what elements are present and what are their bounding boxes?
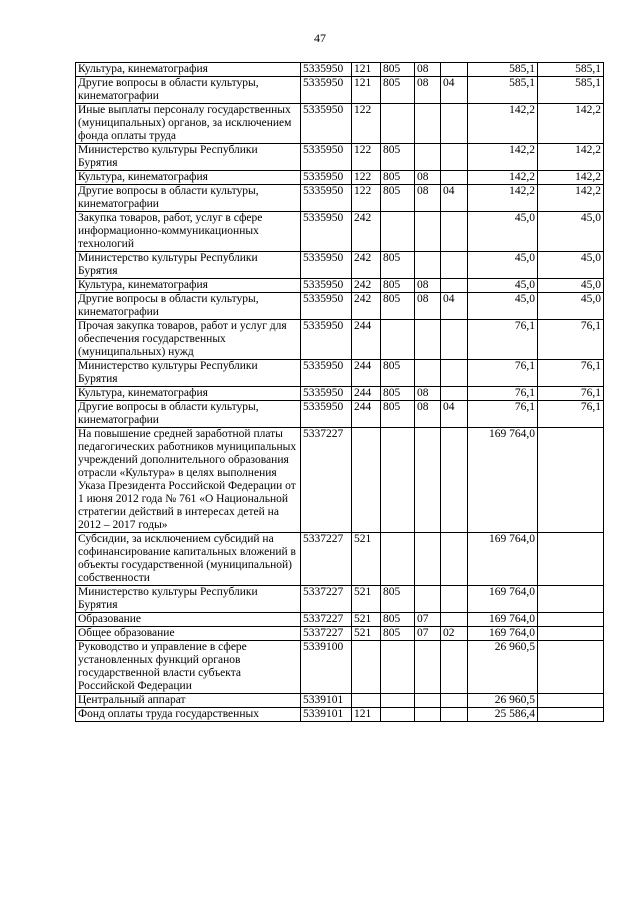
row-subsection xyxy=(441,212,468,252)
row-name: Другие вопросы в области культуры, кинематографии xyxy=(76,293,301,320)
row-section xyxy=(415,586,441,613)
row-ministry-code: 805 xyxy=(381,586,415,613)
table-row xyxy=(76,533,604,586)
row-expense-type: 242 xyxy=(352,212,381,252)
row-expense-type xyxy=(352,428,381,533)
table-row xyxy=(76,63,604,77)
row-target-code: 5335950 xyxy=(301,77,352,104)
row-section: 07 xyxy=(415,627,441,641)
row-expense-type: 242 xyxy=(352,279,381,293)
table-row xyxy=(76,613,604,627)
table-row xyxy=(76,185,604,212)
row-name: На повышение средней заработной платы педагогических работников муниципальных учреждений дополнительного образования отрасли «Культура» в целях выполнения Указа Президента Российской Федерации от 1 июня 2012 года № 761 «О Национальной стратегии действий в интересах детей на 2012 – 2017 годы» xyxy=(76,428,301,533)
row-target-code: 5337227 xyxy=(301,533,352,586)
row-section xyxy=(415,360,441,387)
row-name: Другие вопросы в области культуры, кинематографии xyxy=(76,77,301,104)
row-subsection xyxy=(441,641,468,694)
row-subsection xyxy=(441,708,468,722)
row-target-code: 5335950 xyxy=(301,320,352,360)
row-subsection xyxy=(441,252,468,279)
row-name: Закупка товаров, работ, услуг в сфере информационно-коммуникационных технологий xyxy=(76,212,301,252)
row-target-code: 5339101 xyxy=(301,708,352,722)
row-expense-type: 521 xyxy=(352,533,381,586)
table-row xyxy=(76,627,604,641)
row-target-code: 5335950 xyxy=(301,252,352,279)
row-section: 08 xyxy=(415,387,441,401)
row-section xyxy=(415,694,441,708)
row-amount-2: 45,0 xyxy=(538,279,604,293)
row-target-code: 5337227 xyxy=(301,428,352,533)
row-subsection: 02 xyxy=(441,627,468,641)
row-section: 07 xyxy=(415,613,441,627)
table-row xyxy=(76,708,604,722)
row-section: 08 xyxy=(415,401,441,428)
row-amount-2: 142,2 xyxy=(538,104,604,144)
row-subsection xyxy=(441,428,468,533)
row-name: Другие вопросы в области культуры, кинематографии xyxy=(76,185,301,212)
row-amount-1: 45,0 xyxy=(468,212,538,252)
row-amount-1: 585,1 xyxy=(468,63,538,77)
row-ministry-code xyxy=(381,694,415,708)
row-ministry-code: 805 xyxy=(381,77,415,104)
row-target-code: 5335950 xyxy=(301,212,352,252)
row-amount-2: 45,0 xyxy=(538,252,604,279)
table-row xyxy=(76,360,604,387)
budget-table xyxy=(75,62,604,722)
row-ministry-code: 805 xyxy=(381,387,415,401)
row-subsection: 04 xyxy=(441,77,468,104)
table-row xyxy=(76,77,604,104)
row-ministry-code: 805 xyxy=(381,63,415,77)
row-name: Фонд оплаты труда государственных xyxy=(76,708,301,722)
row-subsection xyxy=(441,144,468,171)
row-ministry-code xyxy=(381,320,415,360)
row-amount-2 xyxy=(538,708,604,722)
row-amount-2: 585,1 xyxy=(538,77,604,104)
row-section: 08 xyxy=(415,185,441,212)
row-target-code: 5335950 xyxy=(301,185,352,212)
table-row xyxy=(76,171,604,185)
page-number: 47 xyxy=(314,31,326,45)
row-amount-2 xyxy=(538,428,604,533)
row-expense-type: 242 xyxy=(352,252,381,279)
row-section: 08 xyxy=(415,77,441,104)
table-row xyxy=(76,387,604,401)
row-subsection xyxy=(441,320,468,360)
row-amount-1: 45,0 xyxy=(468,279,538,293)
row-expense-type: 242 xyxy=(352,293,381,320)
row-subsection xyxy=(441,694,468,708)
row-section xyxy=(415,212,441,252)
row-name: Прочая закупка товаров, работ и услуг для обеспечения государственных (муниципальных) нужд xyxy=(76,320,301,360)
row-amount-1: 585,1 xyxy=(468,77,538,104)
row-subsection xyxy=(441,104,468,144)
row-amount-2: 142,2 xyxy=(538,144,604,171)
row-amount-1: 169 764,0 xyxy=(468,627,538,641)
row-amount-1: 142,2 xyxy=(468,171,538,185)
row-amount-1: 169 764,0 xyxy=(468,586,538,613)
row-amount-2 xyxy=(538,641,604,694)
row-name: Другие вопросы в области культуры, кинематографии xyxy=(76,401,301,428)
row-target-code: 5337227 xyxy=(301,613,352,627)
row-subsection xyxy=(441,586,468,613)
row-section xyxy=(415,428,441,533)
row-amount-2: 45,0 xyxy=(538,212,604,252)
row-ministry-code: 805 xyxy=(381,360,415,387)
row-amount-1: 142,2 xyxy=(468,104,538,144)
table-row xyxy=(76,252,604,279)
row-subsection: 04 xyxy=(441,401,468,428)
row-target-code: 5335950 xyxy=(301,144,352,171)
row-expense-type xyxy=(352,641,381,694)
row-amount-2: 585,1 xyxy=(538,63,604,77)
row-subsection xyxy=(441,360,468,387)
row-name: Культура, кинематография xyxy=(76,63,301,77)
row-amount-1: 169 764,0 xyxy=(468,428,538,533)
row-expense-type: 122 xyxy=(352,104,381,144)
row-name: Министерство культуры Республики Бурятия xyxy=(76,144,301,171)
table-row xyxy=(76,320,604,360)
row-ministry-code: 805 xyxy=(381,252,415,279)
row-expense-type: 521 xyxy=(352,627,381,641)
row-ministry-code: 805 xyxy=(381,171,415,185)
row-ministry-code xyxy=(381,104,415,144)
row-amount-1: 76,1 xyxy=(468,401,538,428)
row-section xyxy=(415,708,441,722)
table-row xyxy=(76,293,604,320)
row-amount-1: 169 764,0 xyxy=(468,613,538,627)
row-amount-1: 45,0 xyxy=(468,252,538,279)
row-amount-2: 76,1 xyxy=(538,320,604,360)
row-amount-1: 142,2 xyxy=(468,185,538,212)
row-ministry-code xyxy=(381,708,415,722)
row-section: 08 xyxy=(415,279,441,293)
row-ministry-code xyxy=(381,428,415,533)
row-amount-2 xyxy=(538,586,604,613)
row-amount-1: 169 764,0 xyxy=(468,533,538,586)
table-row xyxy=(76,212,604,252)
row-ministry-code: 805 xyxy=(381,401,415,428)
table-row xyxy=(76,401,604,428)
row-name: Министерство культуры Республики Бурятия xyxy=(76,360,301,387)
row-name: Культура, кинематография xyxy=(76,171,301,185)
row-target-code: 5335950 xyxy=(301,63,352,77)
row-section: 08 xyxy=(415,63,441,77)
row-expense-type: 121 xyxy=(352,77,381,104)
row-ministry-code: 805 xyxy=(381,627,415,641)
table-row xyxy=(76,279,604,293)
row-amount-2: 142,2 xyxy=(538,185,604,212)
row-ministry-code: 805 xyxy=(381,185,415,212)
row-expense-type: 122 xyxy=(352,171,381,185)
row-expense-type: 244 xyxy=(352,401,381,428)
row-amount-1: 26 960,5 xyxy=(468,694,538,708)
table-row xyxy=(76,694,604,708)
row-amount-2 xyxy=(538,613,604,627)
budget-table-body xyxy=(76,63,604,722)
row-name: Центральный аппарат xyxy=(76,694,301,708)
row-expense-type xyxy=(352,694,381,708)
row-amount-1: 25 586,4 xyxy=(468,708,538,722)
row-name: Культура, кинематография xyxy=(76,387,301,401)
row-name: Руководство и управление в сфере установленных функций органов государственной власти субъекта Российской Федерации xyxy=(76,641,301,694)
row-expense-type: 521 xyxy=(352,586,381,613)
table-row xyxy=(76,586,604,613)
row-ministry-code: 805 xyxy=(381,279,415,293)
row-subsection: 04 xyxy=(441,185,468,212)
row-target-code: 5335950 xyxy=(301,279,352,293)
row-subsection xyxy=(441,279,468,293)
row-ministry-code: 805 xyxy=(381,144,415,171)
row-section xyxy=(415,320,441,360)
row-target-code: 5337227 xyxy=(301,627,352,641)
row-amount-2: 76,1 xyxy=(538,360,604,387)
row-amount-2: 142,2 xyxy=(538,171,604,185)
row-target-code: 5335950 xyxy=(301,293,352,320)
row-amount-1: 76,1 xyxy=(468,360,538,387)
row-ministry-code: 805 xyxy=(381,293,415,320)
table-row xyxy=(76,144,604,171)
row-target-code: 5335950 xyxy=(301,171,352,185)
row-ministry-code xyxy=(381,212,415,252)
row-expense-type: 244 xyxy=(352,320,381,360)
table-row xyxy=(76,641,604,694)
row-ministry-code xyxy=(381,533,415,586)
row-name: Министерство культуры Республики Бурятия xyxy=(76,252,301,279)
row-expense-type: 121 xyxy=(352,63,381,77)
row-target-code: 5335950 xyxy=(301,387,352,401)
row-target-code: 5335950 xyxy=(301,104,352,144)
row-name: Субсидии, за исключением субсидий на софинансирование капитальных вложений в объекты государственной (муниципальной) собственности xyxy=(76,533,301,586)
row-amount-1: 45,0 xyxy=(468,293,538,320)
row-name: Общее образование xyxy=(76,627,301,641)
table-row xyxy=(76,104,604,144)
row-amount-2: 76,1 xyxy=(538,401,604,428)
row-expense-type: 122 xyxy=(352,144,381,171)
row-subsection xyxy=(441,171,468,185)
row-section xyxy=(415,533,441,586)
row-amount-1: 26 960,5 xyxy=(468,641,538,694)
row-section: 08 xyxy=(415,171,441,185)
row-expense-type: 521 xyxy=(352,613,381,627)
row-expense-type: 244 xyxy=(352,360,381,387)
row-name: Иные выплаты персоналу государственных (муниципальных) органов, за исключением фонда оплаты труда xyxy=(76,104,301,144)
row-amount-2 xyxy=(538,694,604,708)
row-amount-2: 76,1 xyxy=(538,387,604,401)
row-ministry-code: 805 xyxy=(381,613,415,627)
row-subsection xyxy=(441,533,468,586)
row-expense-type: 122 xyxy=(352,185,381,212)
row-name: Культура, кинематография xyxy=(76,279,301,293)
row-target-code: 5335950 xyxy=(301,360,352,387)
row-section xyxy=(415,252,441,279)
row-expense-type: 121 xyxy=(352,708,381,722)
row-expense-type: 244 xyxy=(352,387,381,401)
row-section: 08 xyxy=(415,293,441,320)
row-name: Министерство культуры Республики Бурятия xyxy=(76,586,301,613)
row-section xyxy=(415,104,441,144)
row-subsection xyxy=(441,387,468,401)
row-amount-1: 76,1 xyxy=(468,387,538,401)
row-subsection xyxy=(441,63,468,77)
row-subsection: 04 xyxy=(441,293,468,320)
row-section xyxy=(415,144,441,171)
row-target-code: 5339100 xyxy=(301,641,352,694)
table-row xyxy=(76,428,604,533)
row-amount-2: 45,0 xyxy=(538,293,604,320)
row-amount-1: 76,1 xyxy=(468,320,538,360)
row-target-code: 5335950 xyxy=(301,401,352,428)
row-name: Образование xyxy=(76,613,301,627)
row-subsection xyxy=(441,613,468,627)
row-ministry-code xyxy=(381,641,415,694)
row-section xyxy=(415,641,441,694)
row-amount-2 xyxy=(538,627,604,641)
row-target-code: 5339101 xyxy=(301,694,352,708)
row-target-code: 5337227 xyxy=(301,586,352,613)
row-amount-2 xyxy=(538,533,604,586)
row-amount-1: 142,2 xyxy=(468,144,538,171)
